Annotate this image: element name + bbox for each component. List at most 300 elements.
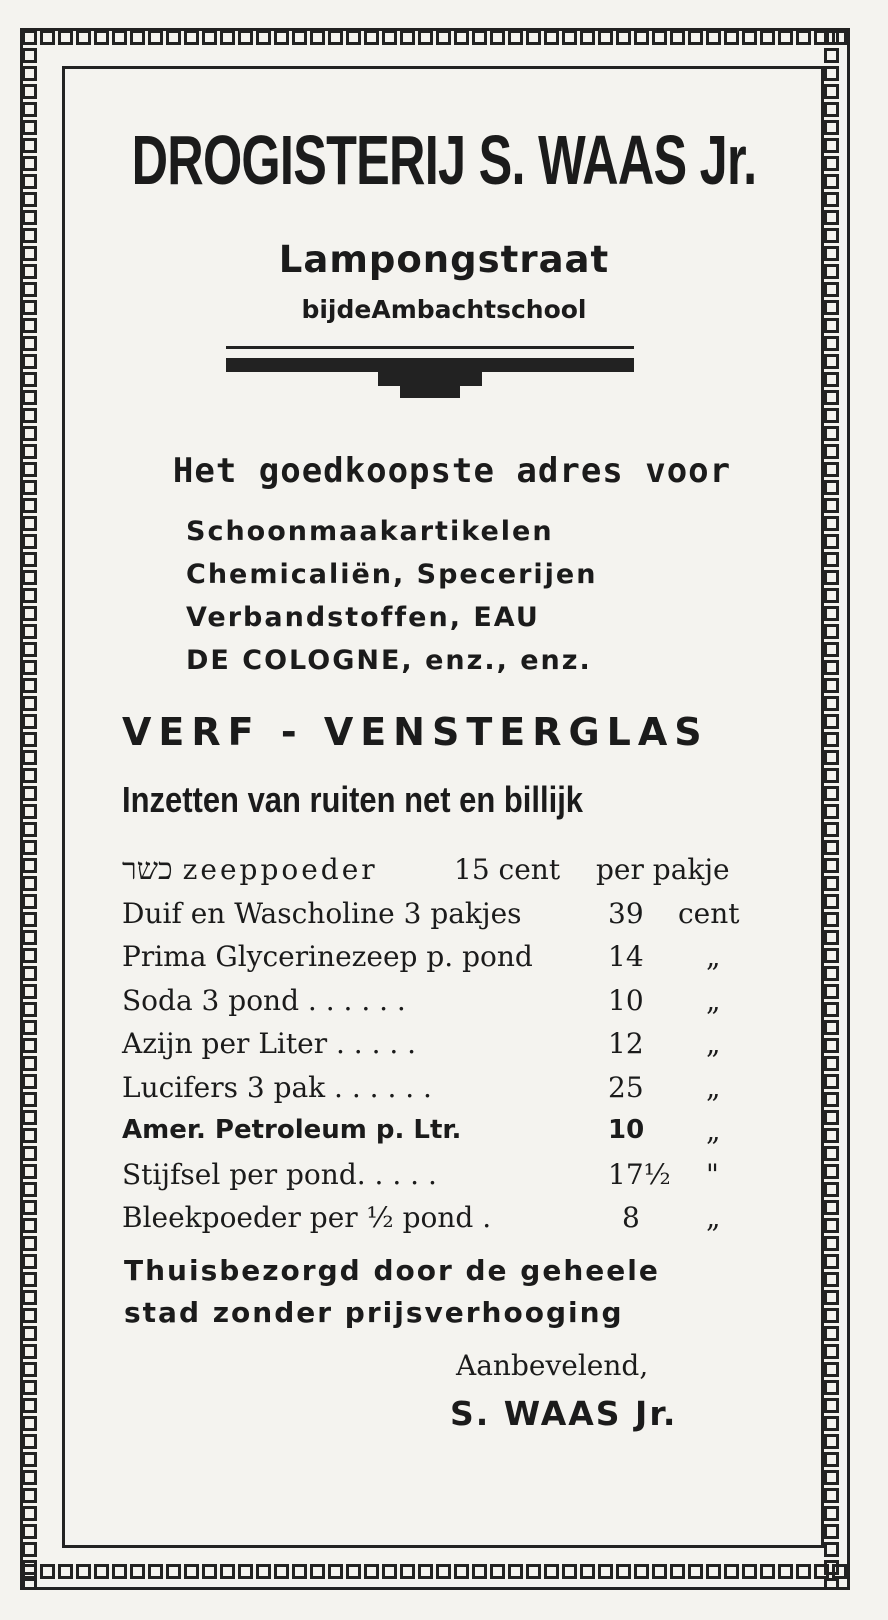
border-square bbox=[706, 30, 721, 45]
border-square bbox=[382, 30, 397, 45]
border-square bbox=[824, 1002, 839, 1017]
product-item: Chemicaliën, Specerijen bbox=[186, 559, 598, 590]
border-square bbox=[22, 768, 37, 783]
border-square bbox=[22, 1272, 37, 1287]
border-square bbox=[22, 174, 37, 189]
border-square bbox=[824, 570, 839, 585]
border-square bbox=[490, 30, 505, 45]
border-square bbox=[824, 660, 839, 675]
border-square bbox=[824, 1398, 839, 1413]
border-square bbox=[824, 1416, 839, 1431]
border-square bbox=[824, 1092, 839, 1107]
border-square bbox=[824, 174, 839, 189]
border-square bbox=[238, 30, 253, 45]
border-square bbox=[22, 1578, 37, 1588]
border-square bbox=[580, 1564, 595, 1579]
border-square bbox=[22, 984, 37, 999]
border-square bbox=[130, 30, 145, 45]
border-square bbox=[824, 372, 839, 387]
border-square bbox=[824, 192, 839, 207]
border-square bbox=[22, 678, 37, 693]
border-square bbox=[202, 30, 217, 45]
border-square bbox=[220, 30, 235, 45]
price-label: Amer. Petroleum p. Ltr. bbox=[122, 1115, 462, 1145]
border-square bbox=[220, 1564, 235, 1579]
signature: S. WAAS Jr. bbox=[450, 1394, 678, 1433]
border-square bbox=[824, 624, 839, 639]
border-square bbox=[824, 714, 839, 729]
border-square bbox=[22, 372, 37, 387]
border-square bbox=[22, 156, 37, 171]
border-square bbox=[292, 30, 307, 45]
divider-rule bbox=[226, 346, 634, 349]
border-square bbox=[22, 1128, 37, 1143]
border-square bbox=[22, 1038, 37, 1053]
border-square bbox=[274, 30, 289, 45]
border-square bbox=[22, 498, 37, 513]
product-list bbox=[186, 510, 597, 682]
price-row bbox=[122, 848, 742, 892]
border-square bbox=[454, 1564, 469, 1579]
border-square bbox=[22, 30, 37, 45]
border-square bbox=[22, 1236, 37, 1251]
border-square bbox=[22, 66, 37, 81]
border-square bbox=[742, 30, 757, 45]
border-square bbox=[670, 1564, 685, 1579]
border-square bbox=[22, 1470, 37, 1485]
border-square bbox=[22, 390, 37, 405]
border-square bbox=[824, 516, 839, 531]
price-list bbox=[122, 848, 742, 1240]
border-square bbox=[670, 30, 685, 45]
border-square bbox=[22, 1254, 37, 1269]
border-square bbox=[346, 1564, 361, 1579]
border-square bbox=[436, 30, 451, 45]
price-amount: 8 bbox=[622, 1201, 640, 1234]
border-square bbox=[418, 1564, 433, 1579]
location-note: bijdeAmbachtschool bbox=[301, 295, 587, 324]
price-label: Azijn per Liter . . . . . bbox=[122, 1027, 417, 1060]
border-square bbox=[824, 1560, 839, 1575]
border-square bbox=[824, 678, 839, 693]
border-square bbox=[652, 30, 667, 45]
border-square bbox=[824, 1038, 839, 1053]
price-row bbox=[122, 935, 742, 979]
border-square bbox=[22, 696, 37, 711]
border-square bbox=[616, 30, 631, 45]
price-amount: 10 bbox=[608, 983, 644, 1017]
price-amount: 12 bbox=[608, 1027, 644, 1060]
border-square bbox=[94, 1564, 109, 1579]
price-unit: „ bbox=[706, 1070, 721, 1104]
border-square bbox=[824, 138, 839, 153]
border-square bbox=[238, 1564, 253, 1579]
border-square bbox=[22, 732, 37, 747]
border-square bbox=[22, 1344, 37, 1359]
border-square bbox=[824, 84, 839, 99]
border-square bbox=[824, 588, 839, 603]
border-square bbox=[634, 1564, 649, 1579]
border-square bbox=[22, 1002, 37, 1017]
border-square bbox=[824, 606, 839, 621]
border-square bbox=[824, 408, 839, 423]
border-square bbox=[824, 984, 839, 999]
border-square bbox=[22, 1308, 37, 1323]
border-square bbox=[824, 1056, 839, 1071]
border-square bbox=[22, 1506, 37, 1521]
border-square bbox=[824, 1434, 839, 1449]
border-square bbox=[184, 1564, 199, 1579]
border-square bbox=[292, 1564, 307, 1579]
border-square bbox=[454, 30, 469, 45]
border-square bbox=[22, 1488, 37, 1503]
border-square bbox=[824, 48, 839, 63]
border-square bbox=[824, 1164, 839, 1179]
border-square bbox=[58, 30, 73, 45]
border-square bbox=[22, 786, 37, 801]
price-label: Duif en Wascholine 3 pakjes bbox=[122, 896, 522, 930]
product-item: Verbandstoffen, EAU bbox=[186, 602, 540, 633]
border-square bbox=[22, 912, 37, 927]
border-square bbox=[148, 1564, 163, 1579]
border-square bbox=[824, 930, 839, 945]
border-square bbox=[472, 30, 487, 45]
border-square bbox=[824, 354, 839, 369]
border-square bbox=[364, 30, 379, 45]
border-square bbox=[824, 30, 839, 45]
border-square bbox=[824, 1380, 839, 1395]
border-square bbox=[22, 120, 37, 135]
delivery-note bbox=[124, 1250, 660, 1334]
border-square bbox=[824, 840, 839, 855]
price-row bbox=[122, 1066, 742, 1110]
border-square bbox=[824, 1362, 839, 1377]
border-square bbox=[824, 1128, 839, 1143]
border-square bbox=[724, 30, 739, 45]
border-square bbox=[824, 1146, 839, 1161]
border-square bbox=[824, 120, 839, 135]
border-square bbox=[824, 66, 839, 81]
price-unit: „ bbox=[706, 1027, 721, 1060]
border-square bbox=[112, 30, 127, 45]
border-square bbox=[824, 1542, 839, 1557]
border-square bbox=[824, 1506, 839, 1521]
price-label: Soda 3 pond . . . . . . bbox=[122, 983, 406, 1017]
border-square bbox=[824, 156, 839, 171]
street-name: Lampongstraat bbox=[278, 238, 610, 281]
border-square bbox=[824, 1218, 839, 1233]
border-square bbox=[112, 1564, 127, 1579]
border-square bbox=[824, 1524, 839, 1539]
border-square bbox=[824, 912, 839, 927]
border-square bbox=[22, 1200, 37, 1215]
border-square bbox=[652, 1564, 667, 1579]
price-label: Stijfsel per pond. . . . . bbox=[122, 1157, 437, 1191]
border-square bbox=[76, 30, 91, 45]
border-square bbox=[22, 1182, 37, 1197]
border-square bbox=[508, 1564, 523, 1579]
border-square bbox=[22, 1146, 37, 1161]
border-square bbox=[598, 1564, 613, 1579]
border-square bbox=[824, 804, 839, 819]
price-unit: per pakje bbox=[596, 853, 730, 886]
price-row bbox=[122, 1022, 742, 1066]
border-square bbox=[824, 552, 839, 567]
price-row bbox=[122, 1109, 742, 1153]
border-square bbox=[598, 30, 613, 45]
border-square bbox=[472, 1564, 487, 1579]
border-square bbox=[544, 30, 559, 45]
border-square bbox=[22, 588, 37, 603]
border-square bbox=[22, 210, 37, 225]
border-square bbox=[562, 30, 577, 45]
border-square bbox=[76, 1564, 91, 1579]
border-square bbox=[166, 1564, 181, 1579]
border-square bbox=[824, 768, 839, 783]
border-square bbox=[634, 30, 649, 45]
border-square bbox=[824, 876, 839, 891]
border-square bbox=[824, 1470, 839, 1485]
border-square bbox=[824, 1020, 839, 1035]
border-square bbox=[22, 1380, 37, 1395]
border-square bbox=[346, 30, 361, 45]
border-square bbox=[778, 30, 793, 45]
border-square bbox=[256, 1564, 271, 1579]
border-square bbox=[22, 750, 37, 765]
border-square bbox=[22, 516, 37, 531]
border-square bbox=[824, 732, 839, 747]
border-square bbox=[22, 138, 37, 153]
border-square bbox=[824, 210, 839, 225]
price-label: Prima Glycerinezeep p. pond bbox=[122, 940, 533, 973]
border-square bbox=[824, 534, 839, 549]
border-square bbox=[256, 30, 271, 45]
divider-ornament bbox=[400, 386, 460, 398]
kosher-mark: כשר bbox=[122, 852, 173, 887]
border-square bbox=[22, 534, 37, 549]
border-square bbox=[544, 1564, 559, 1579]
border-square bbox=[824, 786, 839, 801]
price-row bbox=[122, 1196, 742, 1240]
border-square bbox=[526, 30, 541, 45]
border-square bbox=[824, 1074, 839, 1089]
border-square bbox=[130, 1564, 145, 1579]
border-square bbox=[824, 1290, 839, 1305]
promo-lead: Het goedkoopste adres voor bbox=[172, 451, 732, 491]
border-square bbox=[328, 30, 343, 45]
delivery-line: stad zonder prijsverhooging bbox=[124, 1296, 624, 1329]
price-label: Lucifers 3 pak . . . . . . bbox=[122, 1070, 432, 1104]
border-square bbox=[22, 1110, 37, 1125]
border-square bbox=[580, 30, 595, 45]
border-square bbox=[22, 876, 37, 891]
border-square bbox=[724, 1564, 739, 1579]
border-square bbox=[184, 30, 199, 45]
border-square bbox=[22, 966, 37, 981]
decorative-border-bottom bbox=[22, 1564, 848, 1588]
border-square bbox=[202, 1564, 217, 1579]
border-square bbox=[22, 1056, 37, 1071]
border-square bbox=[824, 336, 839, 351]
border-square bbox=[22, 84, 37, 99]
border-square bbox=[166, 30, 181, 45]
border-square bbox=[436, 1564, 451, 1579]
decorative-border-top bbox=[22, 30, 848, 54]
border-square bbox=[490, 1564, 505, 1579]
border-square bbox=[824, 1308, 839, 1323]
border-square bbox=[22, 1164, 37, 1179]
price-amount: 39 bbox=[608, 896, 644, 930]
border-square bbox=[824, 966, 839, 981]
border-square bbox=[22, 1218, 37, 1233]
border-square bbox=[508, 30, 523, 45]
price-amount: 14 bbox=[608, 940, 644, 973]
price-unit: „ bbox=[706, 1114, 721, 1147]
border-square bbox=[526, 1564, 541, 1579]
border-square bbox=[22, 660, 37, 675]
price-amount: 15 cent bbox=[454, 853, 561, 886]
border-square bbox=[778, 1564, 793, 1579]
price-unit: „ bbox=[706, 983, 721, 1017]
price-unit: „ bbox=[706, 940, 721, 973]
border-square bbox=[824, 1344, 839, 1359]
headline: VERF - VENSTERGLAS bbox=[122, 710, 709, 754]
border-square bbox=[22, 1542, 37, 1557]
border-square bbox=[22, 858, 37, 873]
border-square bbox=[382, 1564, 397, 1579]
border-square bbox=[22, 1416, 37, 1431]
border-square bbox=[22, 1326, 37, 1341]
border-square bbox=[22, 714, 37, 729]
border-square bbox=[824, 894, 839, 909]
border-square bbox=[310, 30, 325, 45]
price-amount: 25 bbox=[608, 1070, 644, 1104]
price-amount: 17½ bbox=[608, 1157, 671, 1191]
border-square bbox=[824, 1182, 839, 1197]
border-square bbox=[824, 1254, 839, 1269]
border-square bbox=[22, 1434, 37, 1449]
border-square bbox=[824, 1272, 839, 1287]
price-unit: „ bbox=[706, 1201, 721, 1234]
shop-title: DROGISTERIJ S. WAAS Jr. bbox=[131, 121, 757, 199]
border-square bbox=[400, 1564, 415, 1579]
border-square bbox=[824, 1236, 839, 1251]
subline: Inzetten van ruiten net en billijk bbox=[122, 779, 584, 820]
border-square bbox=[22, 894, 37, 909]
border-square bbox=[22, 606, 37, 621]
border-square bbox=[706, 1564, 721, 1579]
border-square bbox=[22, 48, 37, 63]
border-square bbox=[364, 1564, 379, 1579]
border-square bbox=[824, 1452, 839, 1467]
border-square bbox=[22, 102, 37, 117]
border-square bbox=[58, 1564, 73, 1579]
product-item: Schoonmaakartikelen bbox=[186, 516, 554, 547]
border-square bbox=[824, 642, 839, 657]
divider-rule bbox=[226, 358, 634, 372]
border-square bbox=[824, 750, 839, 765]
border-square bbox=[22, 642, 37, 657]
border-square bbox=[22, 1398, 37, 1413]
price-label: Bleekpoeder per ½ pond . bbox=[122, 1201, 492, 1234]
border-square bbox=[22, 1524, 37, 1539]
closing-greeting: Aanbevelend, bbox=[456, 1349, 649, 1382]
border-square bbox=[22, 570, 37, 585]
divider-ornament bbox=[378, 372, 482, 386]
border-square bbox=[22, 1362, 37, 1377]
border-square bbox=[22, 840, 37, 855]
border-square bbox=[400, 30, 415, 45]
border-square bbox=[824, 822, 839, 837]
border-square bbox=[796, 1564, 811, 1579]
border-square bbox=[742, 1564, 757, 1579]
border-square bbox=[22, 408, 37, 423]
border-square bbox=[688, 30, 703, 45]
border-square bbox=[22, 624, 37, 639]
price-label: zeeppoeder bbox=[182, 853, 378, 886]
border-square bbox=[22, 1074, 37, 1089]
border-square bbox=[796, 30, 811, 45]
border-square bbox=[310, 1564, 325, 1579]
border-square bbox=[22, 1290, 37, 1305]
border-square bbox=[824, 858, 839, 873]
border-square bbox=[94, 30, 109, 45]
border-square bbox=[22, 822, 37, 837]
border-square bbox=[824, 426, 839, 441]
price-row bbox=[122, 892, 742, 936]
border-square bbox=[22, 930, 37, 945]
border-square bbox=[824, 498, 839, 513]
border-square bbox=[824, 1326, 839, 1341]
border-square bbox=[760, 30, 775, 45]
border-square bbox=[22, 1092, 37, 1107]
delivery-line: Thuisbezorgd door de geheele bbox=[124, 1254, 660, 1287]
border-square bbox=[824, 1110, 839, 1125]
border-square bbox=[22, 1560, 37, 1575]
border-square bbox=[824, 1488, 839, 1503]
border-square bbox=[616, 1564, 631, 1579]
border-square bbox=[22, 1452, 37, 1467]
border-square bbox=[22, 336, 37, 351]
border-square bbox=[688, 1564, 703, 1579]
border-square bbox=[22, 426, 37, 441]
border-square bbox=[760, 1564, 775, 1579]
price-row bbox=[122, 1153, 742, 1197]
border-square bbox=[824, 390, 839, 405]
border-square bbox=[824, 1200, 839, 1215]
border-square bbox=[824, 1578, 839, 1588]
border-square bbox=[22, 354, 37, 369]
border-square bbox=[274, 1564, 289, 1579]
border-square bbox=[562, 1564, 577, 1579]
border-square bbox=[824, 948, 839, 963]
price-amount: 10 bbox=[608, 1115, 645, 1145]
border-square bbox=[22, 948, 37, 963]
border-square bbox=[328, 1564, 343, 1579]
border-square bbox=[22, 192, 37, 207]
price-row bbox=[122, 979, 742, 1023]
border-square bbox=[824, 102, 839, 117]
border-square bbox=[22, 804, 37, 819]
price-unit: " bbox=[706, 1157, 719, 1191]
product-item: DE COLOGNE, enz., enz. bbox=[186, 645, 592, 676]
border-square bbox=[22, 552, 37, 567]
price-unit: cent bbox=[678, 896, 740, 930]
border-square bbox=[824, 696, 839, 711]
border-square bbox=[418, 30, 433, 45]
border-square bbox=[22, 1020, 37, 1035]
border-square bbox=[148, 30, 163, 45]
